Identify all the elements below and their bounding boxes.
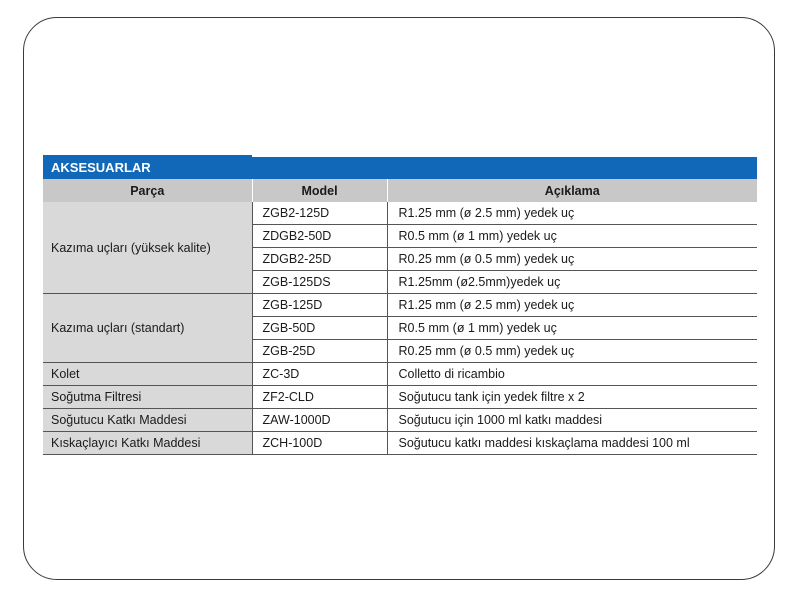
description-cell: Soğutucu katkı maddesi kıskaçlama maddesi 100 ml <box>387 432 757 455</box>
part-cell: Soğutucu Katkı Maddesi <box>43 409 252 432</box>
description-cell: R0.25 mm (ø 0.5 mm) yedek uç <box>387 248 757 271</box>
description-cell: R0.25 mm (ø 0.5 mm) yedek uç <box>387 340 757 363</box>
title-bar-accent-line <box>252 155 757 157</box>
description-cell: Soğutucu için 1000 ml katkı maddesi <box>387 409 757 432</box>
model-cell: ZAW-1000D <box>252 409 387 432</box>
description-cell: Soğutucu tank için yedek filtre x 2 <box>387 386 757 409</box>
model-cell: ZGB-50D <box>252 317 387 340</box>
section-title: AKSESUARLAR <box>51 160 151 175</box>
table-row <box>43 202 757 225</box>
table-row <box>43 294 757 317</box>
table-row <box>43 363 757 386</box>
description-cell: R1.25 mm (ø 2.5 mm) yedek uç <box>387 294 757 317</box>
model-cell: ZDGB2-25D <box>252 248 387 271</box>
column-header-part: Parça <box>43 179 252 202</box>
part-cell: Soğutma Filtresi <box>43 386 252 409</box>
table-header-row <box>43 179 757 202</box>
column-header-model: Model <box>252 179 387 202</box>
description-cell: R0.5 mm (ø 1 mm) yedek uç <box>387 225 757 248</box>
description-cell: R1.25mm (ø2.5mm)yedek uç <box>387 271 757 294</box>
part-cell: Kıskaçlayıcı Katkı Maddesi <box>43 432 252 455</box>
model-cell: ZGB2-125D <box>252 202 387 225</box>
model-cell: ZGB-125D <box>252 294 387 317</box>
description-cell: R0.5 mm (ø 1 mm) yedek uç <box>387 317 757 340</box>
table-row <box>43 409 757 432</box>
table-row <box>43 386 757 409</box>
model-cell: ZCH-100D <box>252 432 387 455</box>
model-cell: ZC-3D <box>252 363 387 386</box>
model-cell: ZDGB2-50D <box>252 225 387 248</box>
table-body <box>43 202 757 455</box>
section-title-bar <box>43 155 757 179</box>
description-cell: R1.25 mm (ø 2.5 mm) yedek uç <box>387 202 757 225</box>
table-row <box>43 432 757 455</box>
description-cell: Colletto di ricambio <box>387 363 757 386</box>
part-cell: Kazıma uçları (yüksek kalite) <box>43 202 252 294</box>
part-cell: Kazıma uçları (standart) <box>43 294 252 363</box>
part-cell: Kolet <box>43 363 252 386</box>
model-cell: ZGB-125DS <box>252 271 387 294</box>
model-cell: ZF2-CLD <box>252 386 387 409</box>
accessories-table <box>43 179 757 455</box>
model-cell: ZGB-25D <box>252 340 387 363</box>
column-header-description: Açıklama <box>387 179 757 202</box>
